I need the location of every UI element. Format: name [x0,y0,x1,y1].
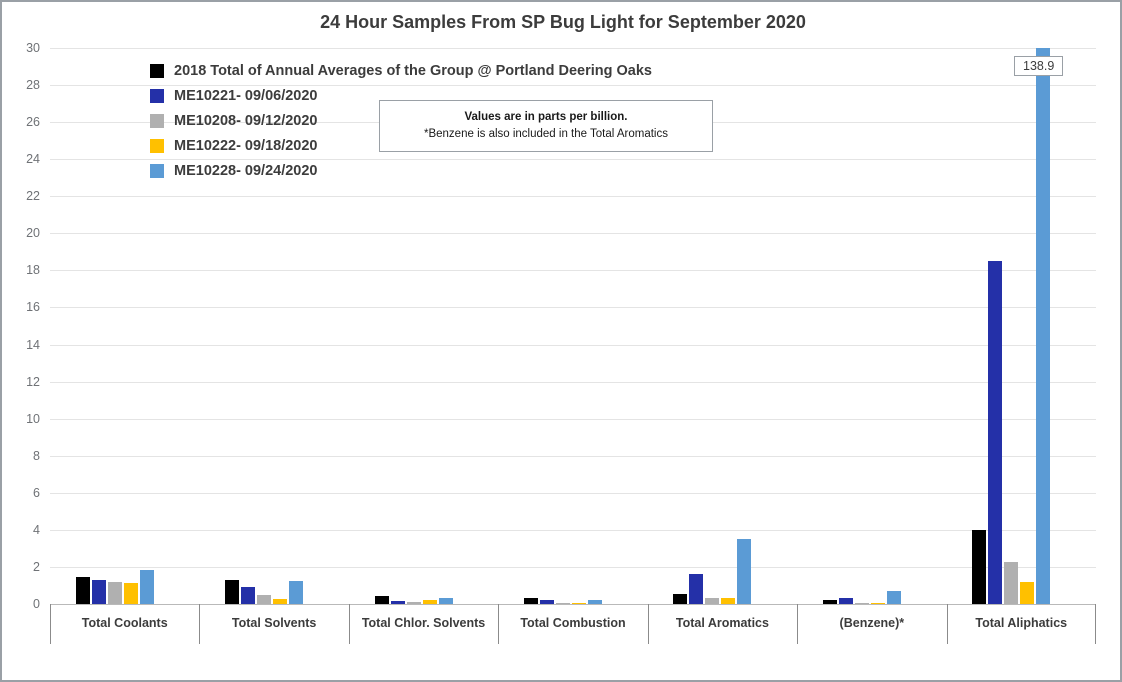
legend-label: ME10208- 09/12/2020 [174,112,318,129]
legend-swatch-icon [150,89,164,103]
chart-title: 24 Hour Samples From SP Bug Light for September 2020 [320,12,806,32]
y-tick-label-30: 30 [26,41,40,55]
bar-group [797,48,946,604]
y-tick-label-2: 2 [33,559,40,574]
x-axis-label: Total Aliphatics [975,616,1068,630]
note-line-primary: Values are in parts per billion. [464,111,628,123]
x-axis-label: Total Combustion [520,616,626,630]
y-tick-label-20: 20 [26,226,40,241]
x-axis-label: (Benzene)* [839,616,905,630]
note-line-secondary: *Benzene is also included in the Total Aromatics [424,128,668,140]
bar[interactable] [972,530,986,604]
bar[interactable] [737,539,751,604]
legend-label: 2018 Total of Annual Averages of the Group @ Portland Deering Oaks [174,62,652,79]
bar[interactable] [375,596,389,604]
bar[interactable] [887,591,901,604]
y-tick-label-28: 28 [26,78,40,93]
y-tick-label-26: 26 [26,115,40,130]
legend-swatch-icon [150,164,164,178]
y-tick-label-8: 8 [33,448,40,463]
x-axis-categories [50,604,1096,662]
bar[interactable] [1036,48,1050,604]
y-tick-label-24: 24 [26,152,40,167]
y-tick-label-0: 0 [33,597,40,611]
bar[interactable] [241,587,255,604]
legend-item[interactable] [150,158,652,183]
bar[interactable] [257,595,271,604]
bar[interactable] [76,577,90,604]
bar[interactable] [108,582,122,604]
legend-swatch-icon [150,64,164,78]
bar[interactable] [124,583,138,604]
y-tick-label-12: 12 [26,374,40,389]
bar[interactable] [673,594,687,604]
bar[interactable] [1004,562,1018,604]
legend-swatch-icon [150,139,164,153]
legend-label: ME10222- 09/18/2020 [174,137,318,154]
bar[interactable] [289,581,303,604]
x-axis-label: Total Aromatics [675,616,769,630]
bar-group [947,48,1096,604]
bar[interactable] [225,580,239,604]
legend-swatch-icon [150,114,164,128]
bar[interactable] [988,261,1002,604]
x-axis-label: Total Coolants [81,616,168,630]
x-axis-label: Total Chlor. Solvents [361,616,486,630]
x-axis-label: Total Solvents [231,616,317,630]
bar[interactable] [140,570,154,604]
y-tick-label-6: 6 [33,485,40,500]
legend-label: ME10221- 09/06/2020 [174,87,318,104]
note-box [379,100,713,152]
y-tick-label-10: 10 [26,411,40,426]
bar[interactable] [1020,582,1034,604]
category-separator-edge [50,604,51,644]
y-tick-label-16: 16 [26,300,40,315]
y-tick-label-22: 22 [26,189,40,204]
y-tick-label-18: 18 [26,263,40,278]
data-label-138-9: 138.9 [1014,56,1063,76]
category-separator-edge [1095,604,1096,644]
legend-item[interactable] [150,58,652,83]
bar[interactable] [689,574,703,604]
legend-label: ME10228- 09/24/2020 [174,162,318,179]
bar[interactable] [92,580,106,604]
y-tick-label-14: 14 [26,337,40,352]
y-tick-label-4: 4 [33,522,40,537]
